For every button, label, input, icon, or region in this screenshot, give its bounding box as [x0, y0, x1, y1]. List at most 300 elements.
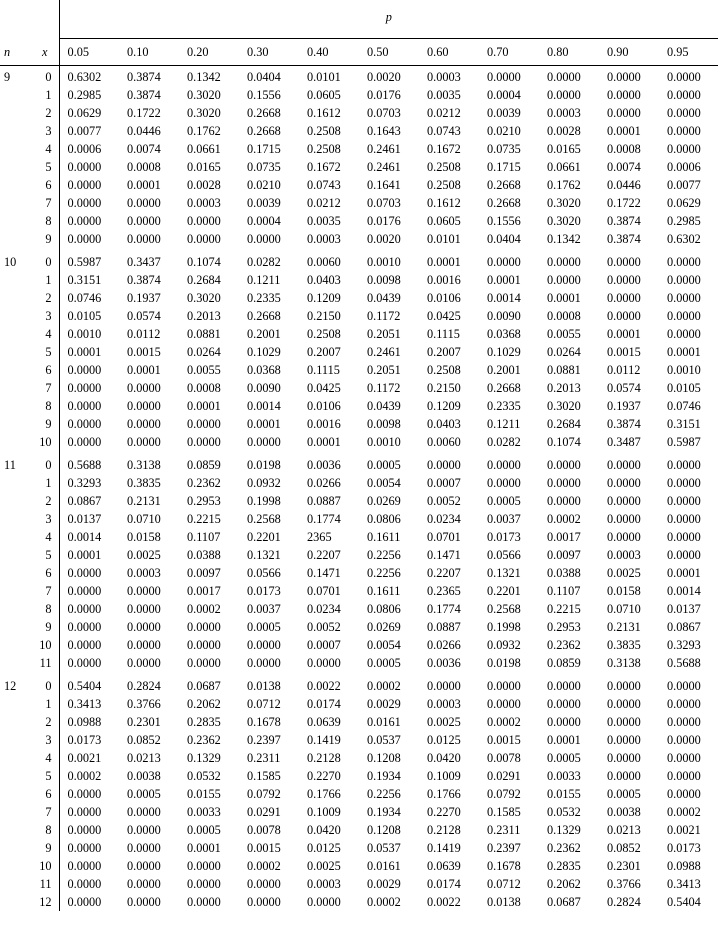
probability-cell: 0.1208 — [367, 823, 401, 837]
table-row — [0, 194, 718, 212]
table-row — [0, 582, 718, 600]
probability-cell: 0.1715 — [247, 142, 281, 156]
probability-cell: 0.0000 — [67, 895, 102, 909]
probability-cell: 0.0661 — [547, 160, 581, 174]
probability-cell: 0.0138 — [247, 679, 281, 693]
probability-cell: 0.2131 — [127, 494, 161, 508]
probability-cell: 0.0052 — [307, 620, 341, 634]
corner-cell-x — [31, 0, 59, 39]
x-cell: 7 — [31, 194, 59, 212]
n-cell — [0, 803, 31, 821]
n-cell — [0, 546, 31, 564]
probability-cell: 0.0000 — [667, 494, 701, 508]
probability-cell: 0.3874 — [127, 70, 161, 84]
probability-cell: 0.0010 — [67, 327, 102, 341]
n-cell — [0, 397, 31, 415]
probability-cell: 0.3874 — [127, 273, 161, 287]
probability-cell: 0.0106 — [307, 399, 341, 413]
n-cell — [0, 289, 31, 307]
probability-cell: 0.0000 — [67, 805, 102, 819]
probability-cell: 0.2301 — [127, 715, 161, 729]
probability-cell: 0.0198 — [487, 656, 521, 670]
probability-cell: 0.3835 — [607, 638, 641, 652]
probability-cell: 0.2362 — [187, 733, 221, 747]
probability-cell: 0.2365 — [427, 584, 461, 598]
probability-cell: 0.1766 — [307, 787, 341, 801]
x-cell: 3 — [31, 122, 59, 140]
table-row — [0, 212, 718, 230]
n-cell: 12 — [4, 679, 17, 693]
probability-cell: 0.0022 — [307, 679, 341, 693]
probability-cell: 0.0000 — [247, 656, 281, 670]
probability-cell: 0.0000 — [547, 88, 581, 102]
probability-cell: 0.0000 — [187, 232, 221, 246]
probability-cell: 0.1329 — [547, 823, 581, 837]
probability-cell: 0.0001 — [547, 291, 581, 305]
probability-cell: 0.0000 — [67, 877, 102, 891]
n-cell — [0, 325, 31, 343]
x-cell: 2 — [31, 492, 59, 510]
probability-cell: 0.0000 — [67, 363, 102, 377]
probability-cell: 0.0000 — [127, 399, 161, 413]
probability-cell: 0.0425 — [427, 309, 461, 323]
probability-cell: 0.0000 — [247, 232, 281, 246]
probability-cell: 0.0010 — [367, 255, 401, 269]
table-row — [0, 564, 718, 582]
probability-cell: 0.0000 — [667, 679, 701, 693]
table-row — [0, 636, 718, 654]
probability-cell: 0.3874 — [607, 214, 641, 228]
probability-cell: 0.3138 — [607, 656, 641, 670]
table-row — [0, 803, 718, 821]
table-row — [0, 86, 718, 104]
probability-cell: 0.5404 — [67, 679, 102, 693]
probability-cell: 0.0052 — [427, 494, 461, 508]
probability-cell: 0.1208 — [367, 751, 401, 765]
probability-cell: 0.0001 — [547, 733, 581, 747]
probability-cell: 0.0264 — [547, 345, 581, 359]
probability-cell: 0.2215 — [187, 512, 221, 526]
probability-cell: 0.0000 — [607, 476, 641, 490]
x-cell: 7 — [31, 803, 59, 821]
probability-cell: 0.0004 — [247, 214, 281, 228]
probability-cell: 0.0743 — [307, 178, 341, 192]
n-cell — [0, 821, 31, 839]
probability-cell: 0.0001 — [427, 255, 461, 269]
probability-cell: 0.1678 — [487, 859, 521, 873]
probability-cell: 0.2397 — [487, 841, 521, 855]
probability-cell: 0.0155 — [547, 787, 581, 801]
probability-cell: 0.0000 — [667, 309, 701, 323]
table-row — [0, 104, 718, 122]
probability-cell: 0.0006 — [667, 160, 701, 174]
table-row — [0, 158, 718, 176]
probability-cell: 0.2568 — [487, 602, 521, 616]
probability-cell: 0.0060 — [307, 255, 341, 269]
probability-cell: 0.3487 — [607, 435, 641, 449]
x-cell: 5 — [31, 343, 59, 361]
probability-cell: 0.0000 — [607, 458, 641, 472]
x-cell: 12 — [31, 893, 59, 911]
probability-cell: 0.0001 — [127, 178, 161, 192]
p-column-header: 0.40 — [299, 39, 359, 66]
probability-cell: 0.0000 — [187, 417, 221, 431]
probability-cell: 0.0078 — [247, 823, 281, 837]
probability-cell: 0.2001 — [487, 363, 521, 377]
probability-cell: 0.0687 — [547, 895, 581, 909]
probability-cell: 0.0735 — [247, 160, 281, 174]
probability-cell: 0.0005 — [547, 751, 581, 765]
probability-cell: 0.0005 — [607, 787, 641, 801]
probability-cell: 0.0097 — [187, 566, 221, 580]
n-cell — [0, 875, 31, 893]
probability-cell: 0.0000 — [67, 823, 102, 837]
n-cell — [0, 749, 31, 767]
probability-cell: 0.2013 — [547, 381, 581, 395]
n-cell — [0, 379, 31, 397]
probability-cell: 0.0264 — [187, 345, 221, 359]
probability-cell: 0.0008 — [127, 160, 161, 174]
probability-cell: 0.0000 — [667, 476, 701, 490]
probability-cell: 0.0002 — [367, 895, 401, 909]
probability-cell: 0.0005 — [367, 656, 401, 670]
probability-cell: 0.1471 — [307, 566, 341, 580]
probability-cell: 0.0000 — [667, 787, 701, 801]
probability-cell: 0.1115 — [427, 327, 460, 341]
probability-cell: 0.0039 — [247, 196, 281, 210]
probability-cell: 0.0712 — [247, 697, 281, 711]
probability-cell: 0.0001 — [67, 345, 102, 359]
probability-cell: 0.0000 — [67, 417, 102, 431]
probability-cell: 0.0000 — [667, 769, 701, 783]
probability-cell: 0.0000 — [607, 769, 641, 783]
probability-cell: 0.0000 — [187, 895, 221, 909]
probability-cell: 0.0000 — [67, 178, 102, 192]
probability-cell: 0.0176 — [367, 88, 401, 102]
probability-cell: 0.0710 — [607, 602, 641, 616]
probability-cell: 0.2311 — [247, 751, 281, 765]
probability-cell: 0.0021 — [67, 751, 102, 765]
probability-cell: 0.0055 — [547, 327, 581, 341]
probability-cell: 0.0000 — [67, 656, 102, 670]
probability-cell: 0.0532 — [547, 805, 581, 819]
probability-cell: 0.0881 — [547, 363, 581, 377]
probability-cell: 0.2001 — [247, 327, 281, 341]
table-row — [0, 821, 718, 839]
n-cell — [0, 140, 31, 158]
p-column-header: 0.10 — [119, 39, 179, 66]
n-cell — [0, 176, 31, 194]
probability-cell: 0.6302 — [67, 70, 102, 84]
probability-cell: 0.0005 — [487, 494, 521, 508]
probability-cell: 0.0155 — [187, 787, 221, 801]
probability-cell: 0.0000 — [127, 381, 161, 395]
n-cell — [0, 194, 31, 212]
probability-cell: 0.2668 — [247, 309, 281, 323]
probability-cell: 0.0000 — [667, 751, 701, 765]
x-cell: 10 — [31, 636, 59, 654]
probability-cell: 0.0404 — [247, 70, 281, 84]
n-cell — [0, 767, 31, 785]
probability-cell: 0.0161 — [367, 859, 401, 873]
probability-cell: 0.0000 — [667, 142, 701, 156]
probability-cell: 0.0036 — [307, 458, 341, 472]
probability-cell: 0.0000 — [67, 787, 102, 801]
probability-cell: 0.2508 — [427, 363, 461, 377]
probability-cell: 0.0212 — [307, 196, 341, 210]
table-row — [0, 271, 718, 289]
n-cell — [0, 212, 31, 230]
n-cell — [0, 104, 31, 122]
probability-cell: 0.0000 — [487, 697, 521, 711]
probability-cell: 0.0439 — [367, 291, 401, 305]
probability-cell: 0.0881 — [187, 327, 221, 341]
x-cell: 5 — [31, 767, 59, 785]
probability-cell: 0.1672 — [307, 160, 341, 174]
probability-cell: 0.0000 — [607, 309, 641, 323]
x-cell: 9 — [31, 839, 59, 857]
probability-cell: 0.2201 — [247, 530, 281, 544]
probability-cell: 0.0000 — [247, 435, 281, 449]
probability-cell: 0.0054 — [367, 638, 401, 652]
probability-cell: 0.0016 — [307, 417, 341, 431]
probability-cell: 0.0000 — [607, 88, 641, 102]
probability-cell: 0.0002 — [487, 715, 521, 729]
probability-cell: 0.0037 — [487, 512, 521, 526]
probability-cell: 0.2835 — [547, 859, 581, 873]
probability-cell: 0.2824 — [127, 679, 161, 693]
probability-cell: 0.0003 — [607, 548, 641, 562]
probability-cell: 0.0000 — [607, 679, 641, 693]
table-header — [0, 0, 718, 66]
probability-cell: 0.0002 — [667, 805, 701, 819]
probability-cell: 0.0036 — [427, 656, 461, 670]
probability-cell: 0.0000 — [187, 877, 221, 891]
probability-cell: 0.0008 — [607, 142, 641, 156]
probability-cell: 0.1934 — [367, 769, 401, 783]
probability-cell: 0.0015 — [607, 345, 641, 359]
probability-cell: 0.5688 — [667, 656, 701, 670]
probability-cell: 0.0566 — [487, 548, 521, 562]
probability-cell: 0.0020 — [367, 232, 401, 246]
probability-cell: 0.0446 — [607, 178, 641, 192]
probability-cell: 0.2668 — [487, 381, 521, 395]
probability-cell: 0.0000 — [667, 70, 701, 84]
probability-cell: 0.0661 — [187, 142, 221, 156]
probability-cell: 0.3766 — [607, 877, 641, 891]
table-row — [0, 379, 718, 397]
probability-cell: 0.0003 — [427, 697, 461, 711]
probability-cell: 0.0077 — [667, 178, 701, 192]
n-cell — [0, 343, 31, 361]
probability-cell: 0.0000 — [67, 859, 102, 873]
probability-cell: 0.1937 — [607, 399, 641, 413]
probability-cell: 0.3874 — [127, 88, 161, 102]
probability-cell: 0.0003 — [127, 566, 161, 580]
probability-cell: 0.2335 — [487, 399, 521, 413]
probability-cell: 0.2508 — [307, 124, 341, 138]
probability-cell: 0.0266 — [427, 638, 461, 652]
table-row — [0, 230, 718, 248]
probability-cell: 0.2668 — [487, 196, 521, 210]
probability-cell: 0.0000 — [127, 877, 161, 891]
probability-cell: 0.0701 — [307, 584, 341, 598]
probability-cell: 0.0932 — [487, 638, 521, 652]
probability-cell: 0.1585 — [247, 769, 281, 783]
probability-cell: 0.0000 — [127, 620, 161, 634]
probability-cell: 0.0001 — [667, 566, 701, 580]
probability-cell: 0.2207 — [427, 566, 461, 580]
probability-cell: 0.0000 — [487, 679, 521, 693]
probability-cell: 0.1029 — [487, 345, 521, 359]
probability-cell: 0.0852 — [127, 733, 161, 747]
probability-cell: 0.0388 — [187, 548, 221, 562]
probability-cell: 0.0000 — [127, 435, 161, 449]
n-cell — [0, 474, 31, 492]
x-column-header: x — [31, 39, 59, 66]
probability-cell: 0.0025 — [607, 566, 641, 580]
x-cell: 7 — [31, 379, 59, 397]
probability-cell: 0.0000 — [547, 697, 581, 711]
probability-cell: 0.5987 — [667, 435, 701, 449]
probability-cell: 0.0000 — [187, 214, 221, 228]
n-cell — [0, 230, 31, 248]
n-cell — [0, 492, 31, 510]
probability-cell: 0.1937 — [127, 291, 161, 305]
probability-cell: 0.0446 — [127, 124, 161, 138]
probability-cell: 0.0098 — [367, 273, 401, 287]
probability-cell: 0.0000 — [67, 602, 102, 616]
probability-cell: 0.0173 — [487, 530, 521, 544]
probability-cell: 0.0004 — [487, 88, 521, 102]
probability-cell: 0.0000 — [607, 751, 641, 765]
x-cell: 3 — [31, 510, 59, 528]
x-cell: 9 — [31, 415, 59, 433]
probability-cell: 0.0198 — [247, 458, 281, 472]
probability-cell: 0.1762 — [547, 178, 581, 192]
probability-cell: 0.0000 — [127, 638, 161, 652]
probability-cell: 0.0000 — [667, 512, 701, 526]
probability-cell: 0.0000 — [667, 733, 701, 747]
x-cell: 4 — [31, 140, 59, 158]
table-row — [0, 875, 718, 893]
probability-cell: 0.0000 — [67, 584, 102, 598]
probability-cell: 0.0703 — [367, 196, 401, 210]
probability-cell: 0.0000 — [127, 895, 161, 909]
probability-cell: 0.0003 — [307, 877, 341, 891]
probability-cell: 0.1321 — [247, 548, 281, 562]
probability-cell: 0.0701 — [427, 530, 461, 544]
probability-cell: 0.0000 — [127, 823, 161, 837]
probability-cell: 0.0439 — [367, 399, 401, 413]
x-cell: 1 — [31, 271, 59, 289]
x-cell: 8 — [31, 397, 59, 415]
probability-cell: 0.1074 — [547, 435, 581, 449]
table-row — [0, 176, 718, 194]
n-cell — [0, 564, 31, 582]
probability-cell: 0.0021 — [667, 823, 701, 837]
probability-cell: 0.0033 — [547, 769, 581, 783]
table-row — [0, 731, 718, 749]
probability-cell: 0.0025 — [427, 715, 461, 729]
probability-cell: 0.0035 — [427, 88, 461, 102]
probability-cell: 0.0639 — [427, 859, 461, 873]
probability-cell: 0.0425 — [307, 381, 341, 395]
probability-cell: 0.0125 — [307, 841, 341, 855]
probability-cell: 0.1678 — [247, 715, 281, 729]
probability-cell: 0.3874 — [607, 232, 641, 246]
probability-cell: 0.0566 — [247, 566, 281, 580]
probability-cell: 0.0000 — [127, 841, 161, 855]
probability-cell: 0.0859 — [187, 458, 221, 472]
table-row — [0, 343, 718, 361]
probability-cell: 0.0165 — [187, 160, 221, 174]
table-row — [0, 397, 718, 415]
probability-cell: 0.0000 — [127, 196, 161, 210]
probability-cell: 0.0112 — [127, 327, 161, 341]
probability-cell: 0.0269 — [367, 494, 401, 508]
probability-cell: 0.0988 — [667, 859, 701, 873]
probability-cell: 0.0269 — [367, 620, 401, 634]
n-cell: 9 — [4, 70, 11, 84]
probability-cell: 0.1107 — [547, 584, 581, 598]
table-row — [0, 785, 718, 803]
n-cell: 11 — [4, 458, 16, 472]
probability-cell: 0.1998 — [247, 494, 281, 508]
probability-cell: 0.0025 — [127, 548, 161, 562]
table-row — [0, 677, 718, 695]
probability-cell: 0.2684 — [547, 417, 581, 431]
probability-cell: 0.0173 — [247, 584, 281, 598]
probability-cell: 0.0008 — [187, 381, 221, 395]
table-row — [0, 456, 718, 474]
probability-cell: 0.2201 — [487, 584, 521, 598]
probability-cell: 0.0792 — [247, 787, 281, 801]
table-row — [0, 528, 718, 546]
x-cell: 4 — [31, 528, 59, 546]
probability-cell: 0.0000 — [67, 435, 102, 449]
probability-cell: 0.0932 — [247, 476, 281, 490]
probability-cell: 0.0000 — [187, 638, 221, 652]
probability-cell: 0.0038 — [607, 805, 641, 819]
x-cell: 2 — [31, 289, 59, 307]
probability-cell: 0.0001 — [67, 548, 102, 562]
probability-cell: 0.0020 — [367, 70, 401, 84]
n-cell — [0, 158, 31, 176]
probability-cell: 0.0532 — [187, 769, 221, 783]
n-cell — [0, 361, 31, 379]
probability-cell: 0.0000 — [607, 70, 641, 84]
probability-cell: 0.0054 — [367, 476, 401, 490]
probability-cell: 0.1774 — [427, 602, 461, 616]
n-cell — [0, 785, 31, 803]
probability-cell: 0.3835 — [127, 476, 161, 490]
probability-cell: 0.0000 — [487, 476, 521, 490]
n-cell — [0, 510, 31, 528]
probability-cell: 0.1715 — [487, 160, 521, 174]
probability-cell: 0.2668 — [487, 178, 521, 192]
probability-cell: 0.0291 — [487, 769, 521, 783]
probability-cell: 0.0002 — [187, 602, 221, 616]
probability-cell: 0.0000 — [667, 291, 701, 305]
probability-cell: 0.0015 — [247, 841, 281, 855]
probability-cell: 0.2311 — [487, 823, 521, 837]
probability-cell: 0.0746 — [67, 291, 102, 305]
column-header-row — [0, 39, 718, 66]
probability-cell: 0.3020 — [187, 88, 221, 102]
probability-cell: 0.0000 — [127, 656, 161, 670]
probability-cell: 0.0001 — [187, 399, 221, 413]
